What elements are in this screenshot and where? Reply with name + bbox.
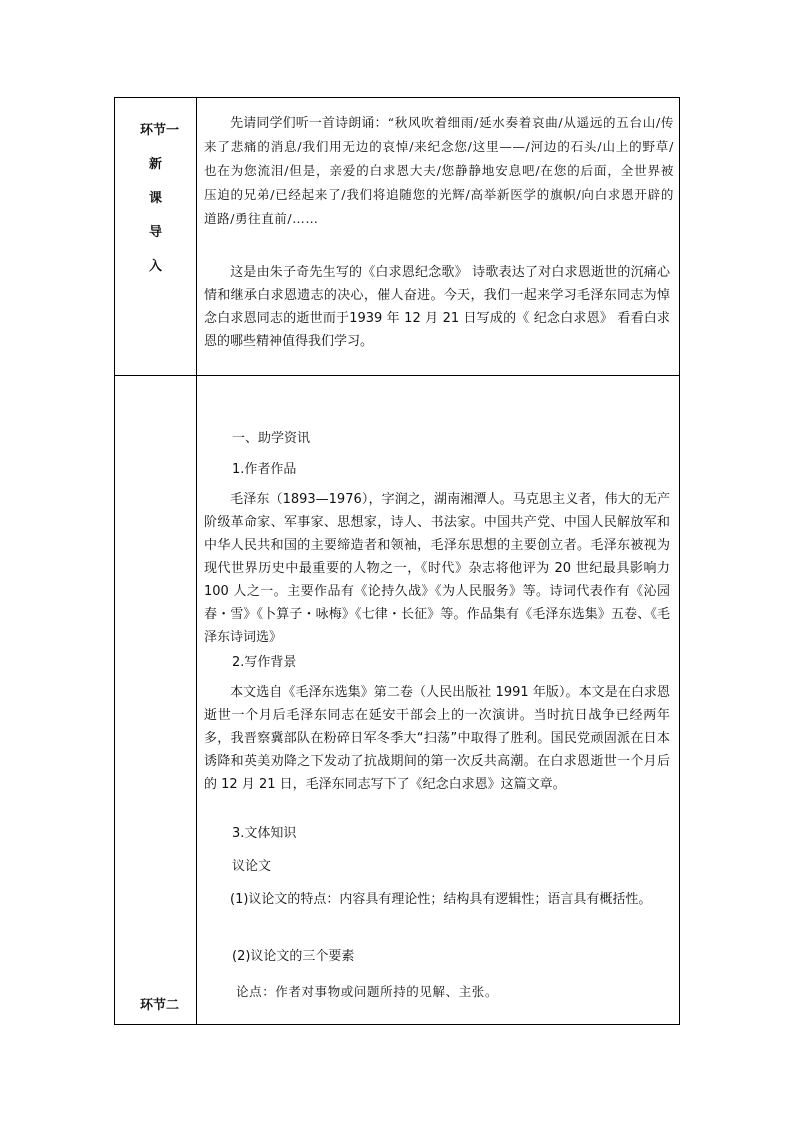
section1-char-3: 导	[149, 225, 163, 240]
section1-char-2: 课	[149, 191, 163, 206]
poem-intro: 先请同学们听一首诗朗诵：	[230, 116, 388, 131]
subheading-author: 1.作者作品	[232, 462, 297, 477]
table-top-border	[114, 97, 680, 98]
poem-text: “秋风吹着细雨/延水奏着哀曲/从遥远的五台山/传来了悲痛的消息/我们用无边的哀悼/来纪念您/这里——/河边的石头/山上的野草/也在为您流泪/但是，亲爱的白求恩大夫/您静静地安息吧/在您的后面，全世界被压迫的兄弟/已经起来了/我们将追随您的光辉/高举新医学的旗帜/向白求恩开辟的道路/勇往直前/……	[204, 115, 674, 226]
section1-char-4: 入	[149, 259, 163, 274]
section2-label: 环节二	[140, 998, 180, 1013]
author-paragraph: 毛泽东（1893—1976），字润之，湖南湘潭人。马克思主义者，伟大的无产阶级革命家、军事家、思想家，诗人、书法家。中国共产党、中国人民解放军和中华人民共和国的主要缔造者和领袖，毛泽东思想的主要创立者。毛泽东被视为现代世界历史中最重要的人物之一，《时代》杂志将他评为 20 世纪最具影响力 100 人之一。主要作品有《论持久战》《为人民服务》等。诗词代表作有《沁园春・雪》《卜算子・咏梅》《七律・长征》等。作品集有《毛泽东选集》五卷、《毛泽东诗词选》	[204, 492, 670, 645]
poem-block	[204, 111, 674, 231]
section1-label: 环节一	[140, 123, 180, 138]
section1-char-1: 新	[149, 157, 163, 172]
subheading-background: 2.写作背景	[232, 655, 297, 670]
genre-point-1: (1)议论文的特点：内容具有理论性；结构具有逻辑性；语言具有概括性。	[230, 892, 652, 907]
section-heading: 一、助学资讯	[232, 431, 311, 446]
subheading-genre: 3.文体知识	[232, 826, 297, 841]
thesis-definition: 论点：作者对事物或问题所持的见解、主张。	[236, 984, 499, 999]
intro-paragraph: 这是由朱子奇先生写的《白求恩纪念歌》 诗歌表达了对白求恩逝世的沉痛心情和继承白求恩遗志的决心，催人奋进。今天，我们一起来学习毛泽东同志为悼念白求恩同志的逝世而于1939 年 12 月 21 日写成的《 纪念白求恩》 看看白求恩的哪些精神值得我们学习。	[204, 265, 670, 349]
row-divider	[114, 375, 680, 376]
table-right-border	[679, 97, 680, 1025]
table-left-border	[114, 97, 115, 1025]
column-divider	[196, 97, 197, 1025]
genre-point-2: (2)议论文的三个要素	[232, 949, 355, 964]
table-bottom-border	[114, 1024, 680, 1025]
genre-name: 议论文	[232, 859, 272, 874]
background-paragraph: 本文选自《毛泽东选集》第二卷（人民出版社 1991 年版）。本文是在白求恩逝世一个月后毛泽东同志在延安干部会上的一次演讲。当时抗日战争已经两年多，我晋察冀部队在粉碎日军冬季大“扫荡”中取得了胜利。国民党顽固派在日本诱降和英美劝降之下发动了抗战期间的第一次反共高潮。在白求恩逝世一个月后的 12 月 21 日，毛泽东同志写下了《纪念白求恩》这篇文章。	[204, 685, 670, 792]
